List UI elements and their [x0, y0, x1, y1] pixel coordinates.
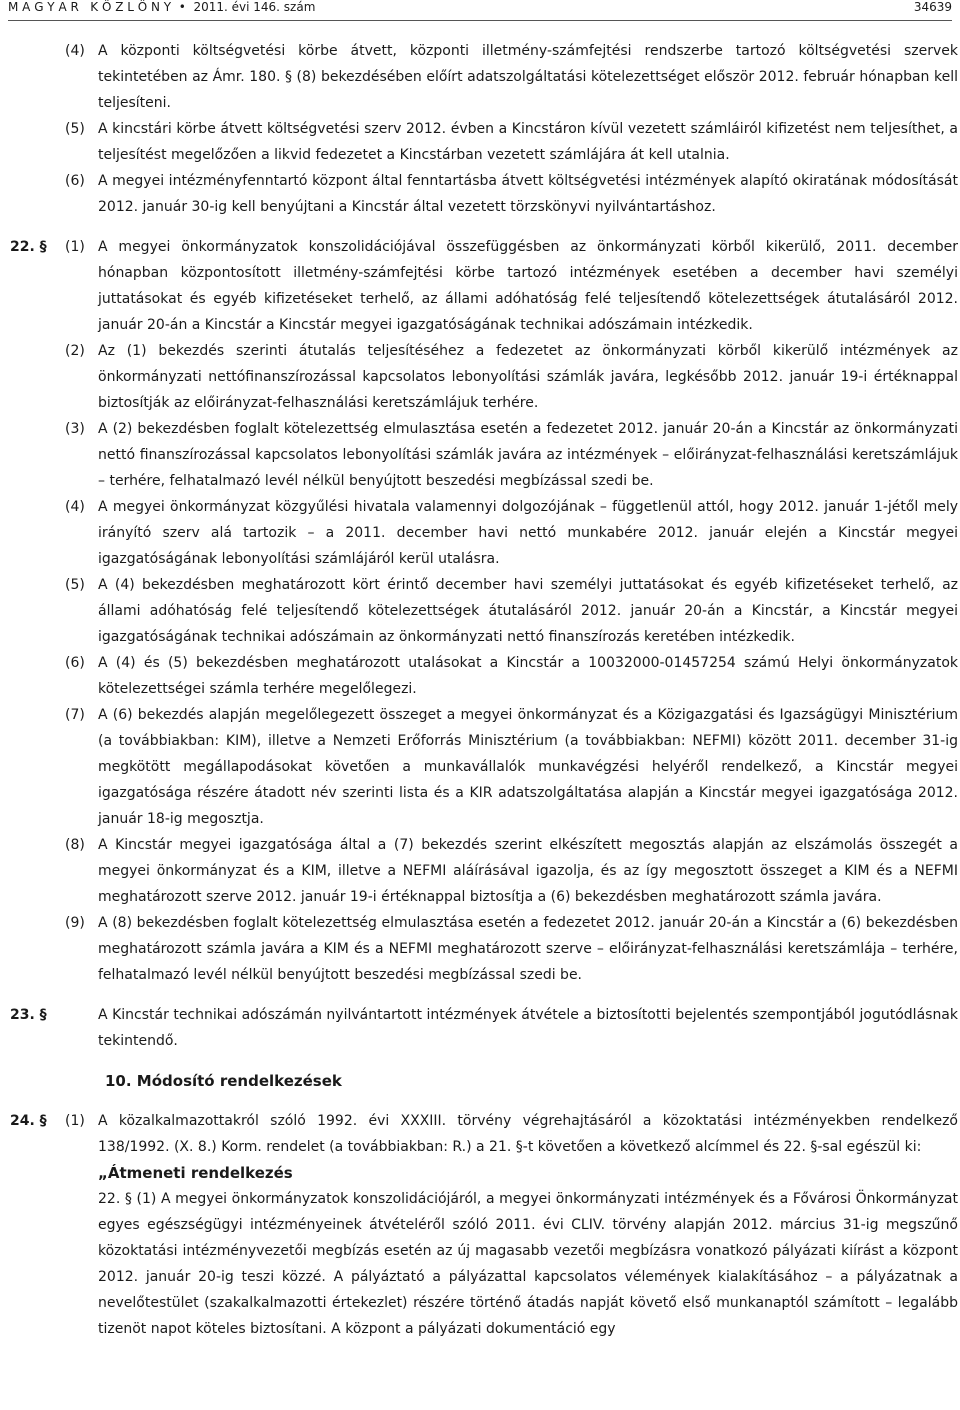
document-body [10, 38, 958, 1342]
paragraph [10, 832, 958, 910]
paragraph-number: (2) [65, 343, 85, 359]
paragraph-number: (3) [65, 421, 85, 437]
paragraph-number: (6) [65, 173, 85, 189]
paragraph [10, 1108, 958, 1160]
paragraph [10, 116, 958, 168]
paragraph-number: (9) [65, 915, 85, 931]
paragraph-text: A (8) bekezdésben foglalt kötelezettség elmulasztása esetén a fedezetet 2012. január 20-án a Kincstár a (6) bekezdésben meghatározott számla javára a KIM és a NEFMI meghatározott szerve – előirányzat-felhasználási keretszámlája – terhére, felhatalmazó levél nélkül benyújtott beszedési megbízással szedi be. [98, 915, 958, 983]
quoted-subtitle: „Átmeneti rendelkezés [98, 1164, 293, 1182]
section-number: 24. § [10, 1113, 47, 1129]
paragraph-number: (1) [65, 239, 85, 255]
paragraph [10, 38, 958, 116]
paragraph-number: (7) [65, 707, 85, 723]
paragraph-text: A megyei önkormányzat közgyűlési hivatala valamennyi dolgozójának – függetlenül attól, hogy 2012. január 1-jétől mely irányító szerv alá tartozik – a 2011. december havi nettó munkabére 2012. január elején a Kincstár megyei igazgatóságának lebonyolítási számlájáról kerül utalásra. [98, 499, 958, 567]
page-header [8, 0, 952, 20]
section-number: 23. § [10, 1007, 47, 1023]
journal-title: M A G Y A R K Ö Z L Ö N Y • 2011. évi 146. szám [8, 0, 316, 14]
quoted-text: 22. § (1) A megyei önkormányzatok konszolidációjáról, a megyei önkormányzati intézmények és a Fővárosi Önkormányzat egyes egészségügyi intézményeinek átvételéről szóló 2011. évi CLIV. törvény alapján 2012. március 31-ig megszűnő közoktatási intézményvezetői megbízás esetén az új magasabb vezetői megbízásra vonatkozó pályázati kiírást a központ 2012. január 20-ig teszi közzé. A pályáztató a pályázattal kapcsolatos vélemények kialakításához – a pályázatnak a nevelőtestület (szakalkalmazotti értekezlet) részére történő átadás napját követő első munkanaptól számított – legalább tizenöt napot köteles biztosítani. A központ a pályázati dokumentáció egy [98, 1191, 958, 1337]
paragraph-text: A (6) bekezdés alapján megelőlegezett összeget a megyei önkormányzat és a Közigazgatási és Igazságügyi Minisztérium (a továbbiakban: KIM), illetve a Nemzeti Erőforrás Minisztérium (a továbbiakban: NEFMI) között 2011. december 31-ig megkötött megállapodásokat követően a munkavállalók munkavégzési helyéről rendelkező, a Kincstár megyei igazgatósága részére átadott név szerinti lista és a KIR adatszolgáltatása alapján a Kincstár megyei igazgatósága 2012. január 18-ig megosztja. [98, 707, 958, 827]
paragraph-number: (1) [65, 1113, 85, 1129]
paragraph-text: A megyei önkormányzatok konszolidációjával összefüggésben az önkormányzati körből kikerülő, 2011. december hónapban központosított illetmény-számfejtési körbe tartozó intézmények esetében a december havi személyi juttatásokat és egyéb kifizetéseket terhelő, az állami adóhatóság felé teljesítendő kötelezettségek átutalásáról 2012. január 20-án a Kincstár a Kincstár megyei igazgatóságának technikai adószámain intézkedik. [98, 239, 958, 333]
paragraph-number: (4) [65, 43, 85, 59]
page-number: 34639 [913, 0, 952, 14]
paragraph-text: A (2) bekezdésben foglalt kötelezettség elmulasztása esetén a fedezetet 2012. január 20-án a Kincstár az önkormányzati nettó finanszírozással kapcsolatos lebonyolítási számlák javára az intézmények – előirányzat-felhasználási keretszámlájuk – terhére, felhatalmazó levél nélkül benyújtott beszedési megbízással szedi be. [98, 421, 958, 489]
header-rule [8, 20, 952, 21]
paragraph-number: (6) [65, 655, 85, 671]
paragraph [10, 650, 958, 702]
continued-section [10, 38, 958, 220]
section-22 [10, 234, 958, 988]
paragraph [10, 338, 958, 416]
section-text: A Kincstár technikai adószámán nyilvántartott intézmények átvétele a biztosítotti bejelentés szempontjából jogutódlásnak tekintendő. [98, 1007, 958, 1049]
paragraph-text: A (4) bekezdésben meghatározott kört érintő december havi személyi juttatásokat és egyéb kifizetéseket terhelő, az állami adóhatóság felé teljesítendő kötelezettségek átutalásáról 2012. január 20-án a Kincstár, a Kincstár megyei igazgatóságának technikai adószámain az önkormányzati nettó finanszírozás keretében intézkedik. [98, 577, 958, 645]
section-23 [10, 1002, 958, 1054]
paragraph-text: Az (1) bekezdés szerinti átutalás teljesítéséhez a fedezetet az önkormányzati körből kikerülő intézmények az önkormányzati nettófinanszírozással kapcsolatos lebonyolítási számlák javára, legkésőbb 2012. január 19-i értéknappal biztosítják az előirányzat-felhasználási keretszámlájuk terhére. [98, 343, 958, 411]
paragraph-text: A közalkalmazottakról szóló 1992. évi XXXIII. törvény végrehajtásáról a közoktatási intézményekben rendelkező 138/1992. (X. 8.) Korm. rendelet (a továbbiakban: R.) a 21. §-t követően a következő alcímmel és 22. §-sal egészül ki: [98, 1113, 958, 1155]
paragraph [10, 416, 958, 494]
paragraph-text: A megyei intézményfenntartó központ által fenntartásba átvett költségvetési intézmények alapító okiratának módosítását 2012. január 30-ig kell benyújtani a Kincstár által vezetett törzskönyvi nyilvántartáshoz. [98, 173, 958, 215]
paragraph-number: (8) [65, 837, 85, 853]
paragraph-number: (5) [65, 121, 85, 137]
paragraph-number: (5) [65, 577, 85, 593]
section-24 [10, 1108, 958, 1342]
paragraph [10, 494, 958, 572]
paragraph [10, 168, 958, 220]
chapter-heading: 10. Módosító rendelkezések [105, 1072, 342, 1090]
paragraph [10, 572, 958, 650]
section-number: 22. § [10, 239, 47, 255]
paragraph-number: (4) [65, 499, 85, 515]
paragraph [10, 702, 958, 832]
paragraph-text: A központi költségvetési körbe átvett, központi illetmény-számfejtési rendszerbe tartozó költségvetési szervek tekintetében az Ámr. 180. § (8) bekezdésében előírt adatszolgáltatási kötelezettséget először 2012. február hónapban kell teljesíteni. [98, 43, 958, 111]
paragraph [10, 234, 958, 338]
paragraph-text: A Kincstár megyei igazgatósága által a (7) bekezdés szerint elkészített megosztás alapján az elszámolás összegét a megyei önkormányzat és a KIM, illetve a NEFMI aláírásával igazolja, és az így megosztott összeget a KIM és a NEFMI meghatározott szerve 2012. január 19-i értéknappal biztosítja a (6) bekezdésben meghatározott számla javára. [98, 837, 958, 905]
paragraph-text: A (4) és (5) bekezdésben meghatározott utalásokat a Kincstár a 10032000-01457254 számú Helyi önkormányzatok kötelezettségei számla terhére megelőlegezi. [98, 655, 958, 697]
paragraph-text: A kincstári körbe átvett költségvetési szerv 2012. évben a Kincstáron kívül vezetett számláiról kifizetést nem teljesíthet, a teljesítést megelőzően a likvid fedezetet a Kincstárban vezetett számlájára át kell utalnia. [98, 121, 958, 163]
paragraph [10, 910, 958, 988]
